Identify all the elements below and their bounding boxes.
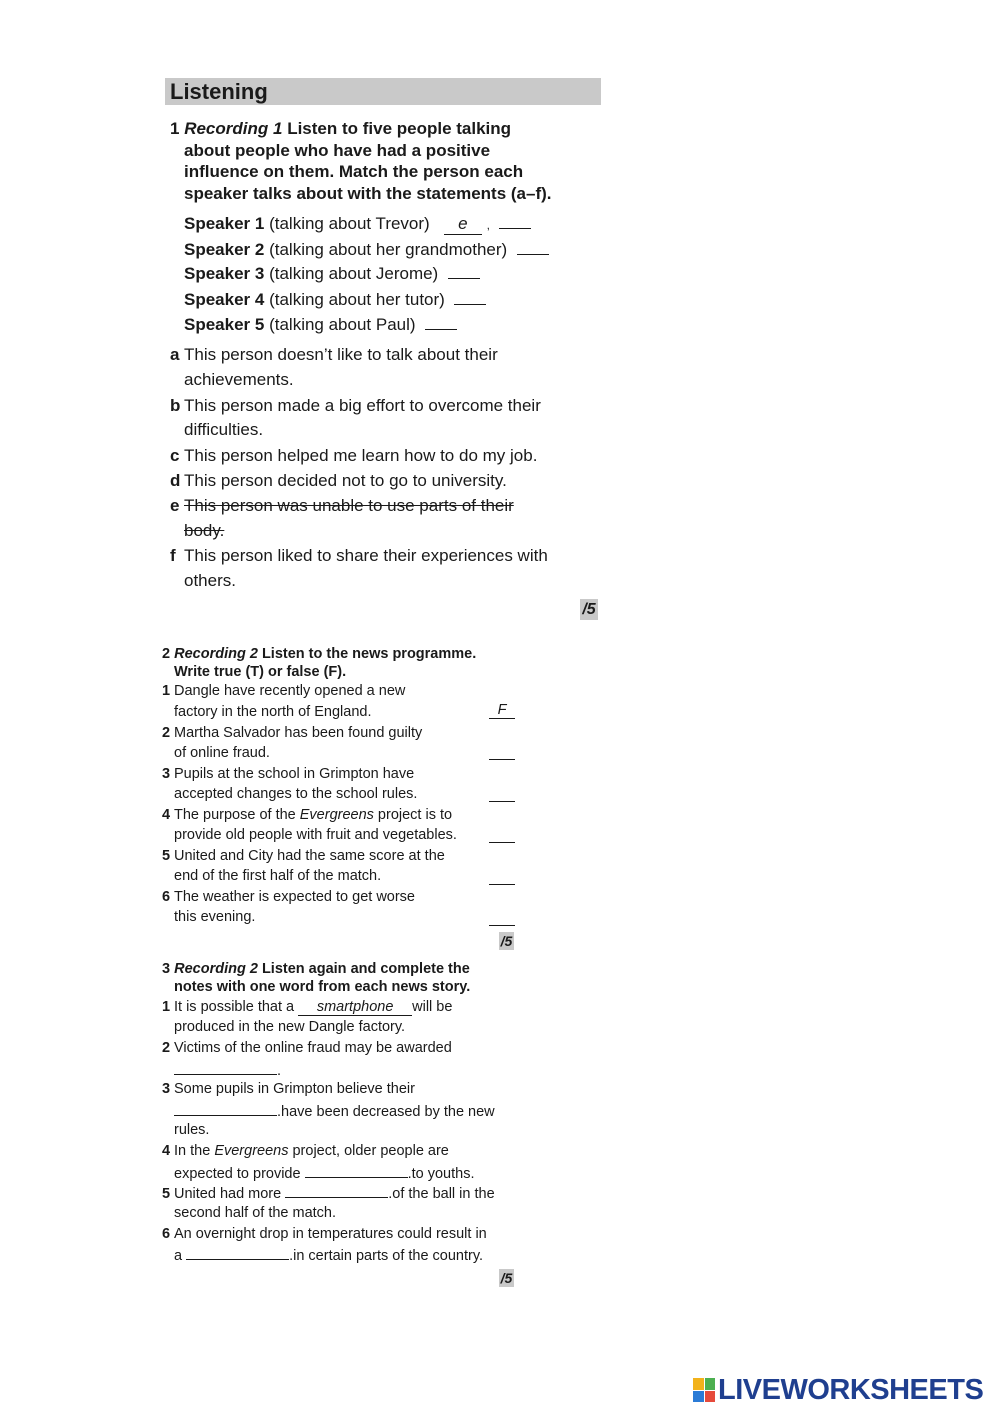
statement-letter: e bbox=[170, 496, 180, 515]
speaker-2-answer-input[interactable] bbox=[517, 239, 549, 255]
statement-text: This person made a big effort to overcome their bbox=[184, 396, 541, 415]
ex2-score-box: /5 bbox=[500, 933, 513, 949]
ex1-instr-3: influence on them. Match the person each bbox=[184, 162, 524, 181]
speaker-label: Speaker 3 bbox=[184, 264, 265, 283]
item-text: .have been decreased by the new bbox=[277, 1104, 495, 1120]
item-text: An overnight drop in temperatures could result in bbox=[174, 1226, 487, 1242]
ex2-item-3 bbox=[162, 766, 414, 782]
item-text: In the bbox=[174, 1143, 215, 1159]
ex1-instruction-line-1 bbox=[170, 119, 511, 139]
speaker-row-5 bbox=[184, 314, 457, 335]
ex3-item-1-answer-input[interactable]: smartphone bbox=[298, 999, 412, 1016]
ex3-item-5-answer-input[interactable] bbox=[285, 1184, 388, 1198]
ex3-item-2 bbox=[162, 1040, 452, 1056]
item-text: Dangle have recently opened a new bbox=[174, 683, 406, 699]
ex3-item-6 bbox=[162, 1226, 487, 1242]
ex3-item-3-answer-input[interactable] bbox=[174, 1102, 277, 1116]
item-number: 5 bbox=[162, 848, 171, 864]
ex2-item-2-cont: of online fraud. bbox=[174, 745, 270, 761]
item-text-italic: Evergreens bbox=[214, 1143, 289, 1159]
section-title: Listening bbox=[170, 79, 268, 104]
item-text: . bbox=[277, 1063, 282, 1079]
statement-text: This person doesn’t like to talk about their bbox=[184, 345, 498, 364]
statement-f-cont: others. bbox=[184, 571, 236, 590]
speaker-label: Speaker 1 bbox=[184, 214, 265, 233]
speaker-label: Speaker 4 bbox=[184, 290, 265, 309]
ex2-item-3-cont: accepted changes to the school rules. bbox=[174, 786, 418, 802]
speaker-about: (talking about her grandmother) bbox=[269, 240, 508, 259]
ex2-item-1-cont: factory in the north of England. bbox=[174, 704, 372, 720]
ex1-score-box: /5 bbox=[580, 599, 598, 620]
ex2-item-5 bbox=[162, 848, 445, 864]
item-number: 1 bbox=[162, 683, 171, 699]
ex3-item-5-cont: second half of the match. bbox=[174, 1205, 337, 1221]
item-text: The purpose of the bbox=[174, 807, 300, 823]
statement-a bbox=[170, 345, 498, 365]
ex3-item-4-cont bbox=[174, 1164, 475, 1182]
statement-d bbox=[170, 471, 507, 491]
liveworksheets-logo bbox=[693, 1375, 983, 1405]
speaker-row-2 bbox=[184, 239, 549, 260]
ex3-item-2-answer-input[interactable] bbox=[174, 1061, 277, 1075]
speaker-about: (talking about Paul) bbox=[269, 315, 416, 334]
ex1-instr-4: speaker talks about with the statements (a–f). bbox=[184, 184, 552, 203]
statement-c bbox=[170, 446, 537, 466]
ex2-item-6-answer-input[interactable] bbox=[489, 909, 515, 926]
ex3-number: 3 bbox=[162, 961, 171, 977]
speaker-row-4 bbox=[184, 289, 486, 310]
section-title-bar bbox=[165, 78, 601, 105]
statement-letter: f bbox=[170, 546, 176, 565]
ex1-instr-2: about people who have had a positive bbox=[184, 141, 491, 160]
ex2-item-4-cont: provide old people with fruit and vegetables. bbox=[174, 827, 457, 843]
ex2-item-2-answer-input[interactable] bbox=[489, 743, 515, 760]
speaker-row-3 bbox=[184, 263, 480, 284]
item-number: 3 bbox=[162, 1081, 171, 1097]
ex3-item-1-cont: produced in the new Dangle factory. bbox=[174, 1019, 406, 1035]
item-number: 3 bbox=[162, 766, 171, 782]
ex3-item-4 bbox=[162, 1143, 449, 1159]
item-number: 4 bbox=[162, 807, 171, 823]
speaker-about: (talking about Trevor) bbox=[269, 214, 430, 233]
ex2-instr-1: Listen to the news programme. bbox=[261, 646, 477, 662]
statement-letter: c bbox=[170, 446, 180, 465]
logo-mark-icon bbox=[693, 1378, 715, 1402]
ex2-item-2 bbox=[162, 725, 422, 741]
item-text: Martha Salvador has been found guilty bbox=[174, 725, 423, 741]
ex2-item-5-cont: end of the first half of the match. bbox=[174, 868, 382, 884]
statement-text: This person decided not to go to university. bbox=[184, 471, 507, 490]
speaker-1-separator: , bbox=[486, 218, 490, 232]
speaker-3-answer-input[interactable] bbox=[448, 263, 480, 279]
ex2-item-6 bbox=[162, 889, 415, 905]
item-text-italic: Evergreens bbox=[299, 807, 374, 823]
ex2-item-5-answer-input[interactable] bbox=[489, 868, 515, 885]
ex3-item-6-answer-input[interactable] bbox=[186, 1246, 289, 1260]
item-number: 4 bbox=[162, 1143, 171, 1159]
item-text: It is possible that a bbox=[174, 999, 299, 1015]
statement-b-cont: difficulties. bbox=[184, 420, 264, 439]
logo-text: LIVEWORKSHEETS bbox=[718, 1373, 984, 1406]
ex3-item-5 bbox=[162, 1184, 495, 1202]
item-number: 5 bbox=[162, 1186, 171, 1202]
item-text: .of the ball in the bbox=[388, 1186, 495, 1202]
ex3-item-4-answer-input[interactable] bbox=[305, 1164, 408, 1178]
item-number: 2 bbox=[162, 725, 171, 741]
statement-a-cont: achievements. bbox=[184, 370, 294, 389]
item-text: The weather is expected to get worse bbox=[174, 889, 415, 905]
ex2-item-6-cont: this evening. bbox=[174, 909, 256, 925]
item-text: Pupils at the school in Grimpton have bbox=[174, 766, 415, 782]
ex2-instruction-line-1 bbox=[162, 646, 476, 662]
ex2-instr-2: Write true (T) or false (F). bbox=[174, 664, 347, 680]
item-number: 2 bbox=[162, 1040, 171, 1056]
ex3-item-6-cont bbox=[174, 1246, 483, 1264]
statement-letter: b bbox=[170, 396, 181, 415]
ex2-item-3-answer-input[interactable] bbox=[489, 785, 515, 802]
ex3-recording: Recording 2 bbox=[174, 961, 258, 977]
ex2-item-4 bbox=[162, 807, 452, 823]
item-text: project is to bbox=[373, 807, 453, 823]
statement-letter: a bbox=[170, 345, 180, 364]
item-number: 6 bbox=[162, 889, 171, 905]
statement-text: This person liked to share their experiences with bbox=[184, 546, 548, 565]
ex3-item-3 bbox=[162, 1081, 415, 1097]
ex1-recording: Recording 1 bbox=[184, 119, 283, 138]
item-text: United and City had the same score at the bbox=[174, 848, 445, 864]
item-text: Some pupils in Grimpton believe their bbox=[174, 1081, 415, 1097]
statement-text-struck: This person was unable to use parts of their bbox=[184, 496, 514, 515]
speaker-label: Speaker 5 bbox=[184, 315, 265, 334]
item-text: .in certain parts of the country. bbox=[289, 1248, 484, 1264]
statement-letter: d bbox=[170, 471, 181, 490]
ex3-item-2-cont bbox=[174, 1061, 281, 1079]
ex2-item-1 bbox=[162, 683, 405, 699]
ex2-item-4-answer-input[interactable] bbox=[489, 826, 515, 843]
ex3-instr-1: Listen again and complete the bbox=[261, 961, 470, 977]
speaker-row-1 bbox=[184, 213, 531, 235]
speaker-about: (talking about her tutor) bbox=[269, 290, 445, 309]
item-text: a bbox=[174, 1248, 187, 1264]
item-text: project, older people are bbox=[288, 1143, 449, 1159]
ex3-score-box: /5 bbox=[500, 1270, 513, 1286]
ex2-item-1-answer-input[interactable]: F bbox=[489, 702, 515, 719]
item-number: 1 bbox=[162, 999, 171, 1015]
item-text: United had more bbox=[174, 1186, 286, 1202]
ex2-recording: Recording 2 bbox=[174, 646, 258, 662]
ex3-item-1 bbox=[162, 999, 452, 1016]
speaker-1-answer-input-2[interactable] bbox=[499, 213, 531, 229]
statement-text: This person helped me learn how to do my job. bbox=[184, 446, 538, 465]
item-text: expected to provide bbox=[174, 1166, 305, 1182]
statement-e bbox=[170, 496, 514, 516]
statement-b bbox=[170, 396, 541, 416]
statement-f bbox=[170, 546, 548, 566]
speaker-5-answer-input[interactable] bbox=[425, 314, 457, 330]
ex3-item-3-cont bbox=[174, 1102, 495, 1120]
item-text: will be bbox=[412, 999, 453, 1015]
ex3-item-3-cont-2: rules. bbox=[174, 1122, 210, 1138]
item-number: 6 bbox=[162, 1226, 171, 1242]
speaker-label: Speaker 2 bbox=[184, 240, 265, 259]
ex1-number: 1 bbox=[170, 119, 180, 138]
item-text: .to youths. bbox=[407, 1166, 475, 1182]
item-text: Victims of the online fraud may be awarded bbox=[174, 1040, 452, 1056]
speaker-1-answer-input[interactable]: e bbox=[444, 214, 482, 235]
ex1-instr-1: Listen to five people talking bbox=[287, 119, 512, 138]
ex2-number: 2 bbox=[162, 646, 171, 662]
speaker-4-answer-input[interactable] bbox=[454, 289, 486, 305]
speaker-about: (talking about Jerome) bbox=[269, 264, 439, 283]
ex3-instr-2: notes with one word from each news story. bbox=[174, 979, 471, 995]
ex3-instruction-line-1 bbox=[162, 961, 470, 977]
statement-e-cont: body. bbox=[184, 521, 225, 540]
